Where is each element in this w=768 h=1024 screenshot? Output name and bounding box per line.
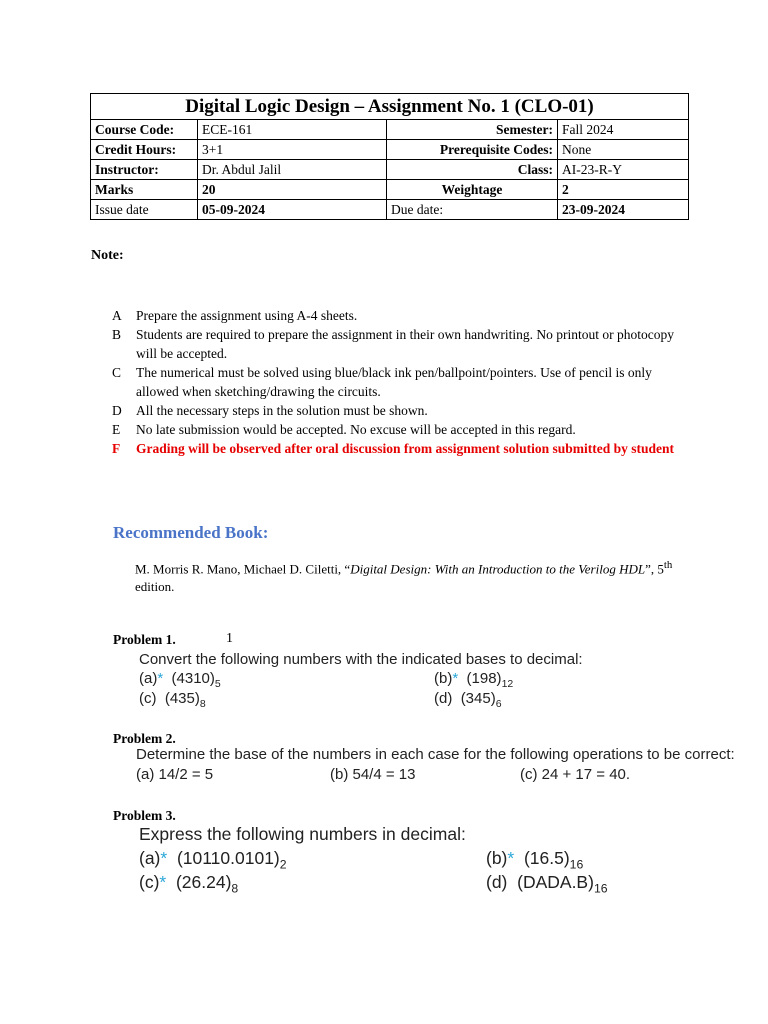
class-label: Class: bbox=[387, 160, 558, 180]
problem-1-item-a: (a)* $(4310)_5$ bbox=[139, 670, 221, 690]
problem-1-label: Problem 1. bbox=[113, 632, 176, 647]
assignment-title: Digital Logic Design – Assignment No. 1 (CLO-01) bbox=[91, 94, 689, 120]
book-edition-suffix: th bbox=[663, 559, 673, 571]
book-title: Digital Design: With an Introduction to the Verilog HDL bbox=[350, 561, 646, 577]
book-authors: M. Morris R. Mano, Michael D. Ciletti, “ bbox=[135, 561, 351, 577]
problem-3-item-a: (a)* $(10110.0101)_2$ bbox=[139, 848, 287, 872]
problem-3-item-c: (c)* $(26.24)_8$ bbox=[139, 872, 239, 896]
note-text: Students are required to prepare the assignment in their own handwriting. No printout or photocopy will be accepted. bbox=[136, 327, 675, 361]
problem-3-label: Problem 3. bbox=[113, 808, 176, 823]
table-row bbox=[91, 160, 689, 180]
marks-value: 20 bbox=[198, 180, 387, 200]
list-item bbox=[112, 401, 692, 420]
note-letter: F bbox=[112, 441, 121, 456]
due-date-label: Due date: bbox=[387, 200, 558, 220]
credit-hours-label: Credit Hours: bbox=[91, 140, 198, 160]
note-letter: A bbox=[112, 308, 122, 323]
star-icon: * bbox=[159, 872, 167, 892]
recommended-book-heading: Recommended Book: bbox=[113, 523, 269, 542]
star-icon: * bbox=[452, 670, 459, 687]
notes-list bbox=[112, 306, 692, 458]
class-value: AI-23-R-Y bbox=[558, 160, 689, 180]
problem-1-marks: 1 bbox=[226, 631, 233, 646]
issue-date-value: 05-09-2024 bbox=[198, 200, 387, 220]
table-row bbox=[91, 140, 689, 160]
course-code-label: Course Code: bbox=[91, 120, 198, 140]
problem-1-item-b: (b)* $(198)_{12}$ bbox=[434, 670, 514, 690]
weightage-label: Weightage bbox=[387, 180, 558, 200]
list-item bbox=[112, 325, 692, 363]
instructor-value: Dr. Abdul Jalil bbox=[198, 160, 387, 180]
semester-label: Semester: bbox=[387, 120, 558, 140]
due-date-value: 23-09-2024 bbox=[558, 200, 689, 220]
problem-2-item-b: (b) 54/4 = 13 bbox=[330, 766, 416, 783]
header-table bbox=[90, 93, 689, 220]
note-letter: D bbox=[112, 403, 122, 418]
star-icon: * bbox=[160, 848, 168, 868]
note-text: The numerical must be solved using blue/black ink pen/ballpoint/pointers. Use of pencil is only allowed when sketching/drawing the circuits. bbox=[136, 365, 652, 399]
table-row bbox=[91, 180, 689, 200]
problem-2-item-a: (a) 14/2 = 5 bbox=[136, 766, 214, 783]
star-icon: * bbox=[507, 848, 515, 868]
table-row bbox=[91, 120, 689, 140]
prerequisite-value: None bbox=[558, 140, 689, 160]
book-edition-rest: edition. bbox=[135, 579, 175, 595]
star-icon: * bbox=[157, 670, 164, 687]
problem-1-item-c: (c) $(435)_8$ bbox=[139, 690, 206, 710]
table-row bbox=[91, 200, 689, 220]
prerequisite-label: Prerequisite Codes: bbox=[387, 140, 558, 160]
note-text: No late submission would be accepted. No excuse will be accepted in this regard. bbox=[136, 422, 576, 437]
problem-3-item-d: (d) $(DADA.B)_{16}$ bbox=[486, 872, 608, 896]
note-letter: E bbox=[112, 422, 121, 437]
problem-2-stem: Determine the base of the numbers in each case for the following operations to be correct: bbox=[136, 746, 735, 763]
list-item bbox=[112, 420, 692, 439]
note-label: Note: bbox=[91, 248, 124, 263]
issue-date-label: Issue date bbox=[91, 200, 198, 220]
course-code-value: ECE-161 bbox=[198, 120, 387, 140]
note-text: Grading will be observed after oral discussion from assignment solution submitted by student bbox=[136, 441, 675, 456]
list-item bbox=[112, 363, 692, 401]
problem-2-item-c: (c) 24 + 17 = 40. bbox=[520, 766, 631, 783]
problem-3-stem: Express the following numbers in decimal: bbox=[139, 824, 466, 844]
marks-label: Marks bbox=[91, 180, 198, 200]
recommended-book-citation bbox=[135, 556, 695, 596]
list-item bbox=[112, 306, 692, 325]
semester-value: Fall 2024 bbox=[558, 120, 689, 140]
note-letter: B bbox=[112, 327, 122, 342]
book-after-title: ”, 5 bbox=[645, 561, 664, 577]
problem-3-item-b: (b)* $(16.5)_{16}$ bbox=[486, 848, 584, 872]
note-text: Prepare the assignment using A-4 sheets. bbox=[136, 308, 358, 323]
credit-hours-value: 3+1 bbox=[198, 140, 387, 160]
weightage-value: 2 bbox=[558, 180, 689, 200]
problem-1-item-d: (d) $(345)_6$ bbox=[434, 690, 502, 710]
note-text: All the necessary steps in the solution must be shown. bbox=[136, 403, 428, 418]
list-item bbox=[112, 439, 692, 458]
note-letter: C bbox=[112, 365, 122, 380]
instructor-label: Instructor: bbox=[91, 160, 198, 180]
problem-2-label: Problem 2. bbox=[113, 731, 176, 746]
problem-1-stem: Convert the following numbers with the indicated bases to decimal: bbox=[139, 651, 583, 668]
